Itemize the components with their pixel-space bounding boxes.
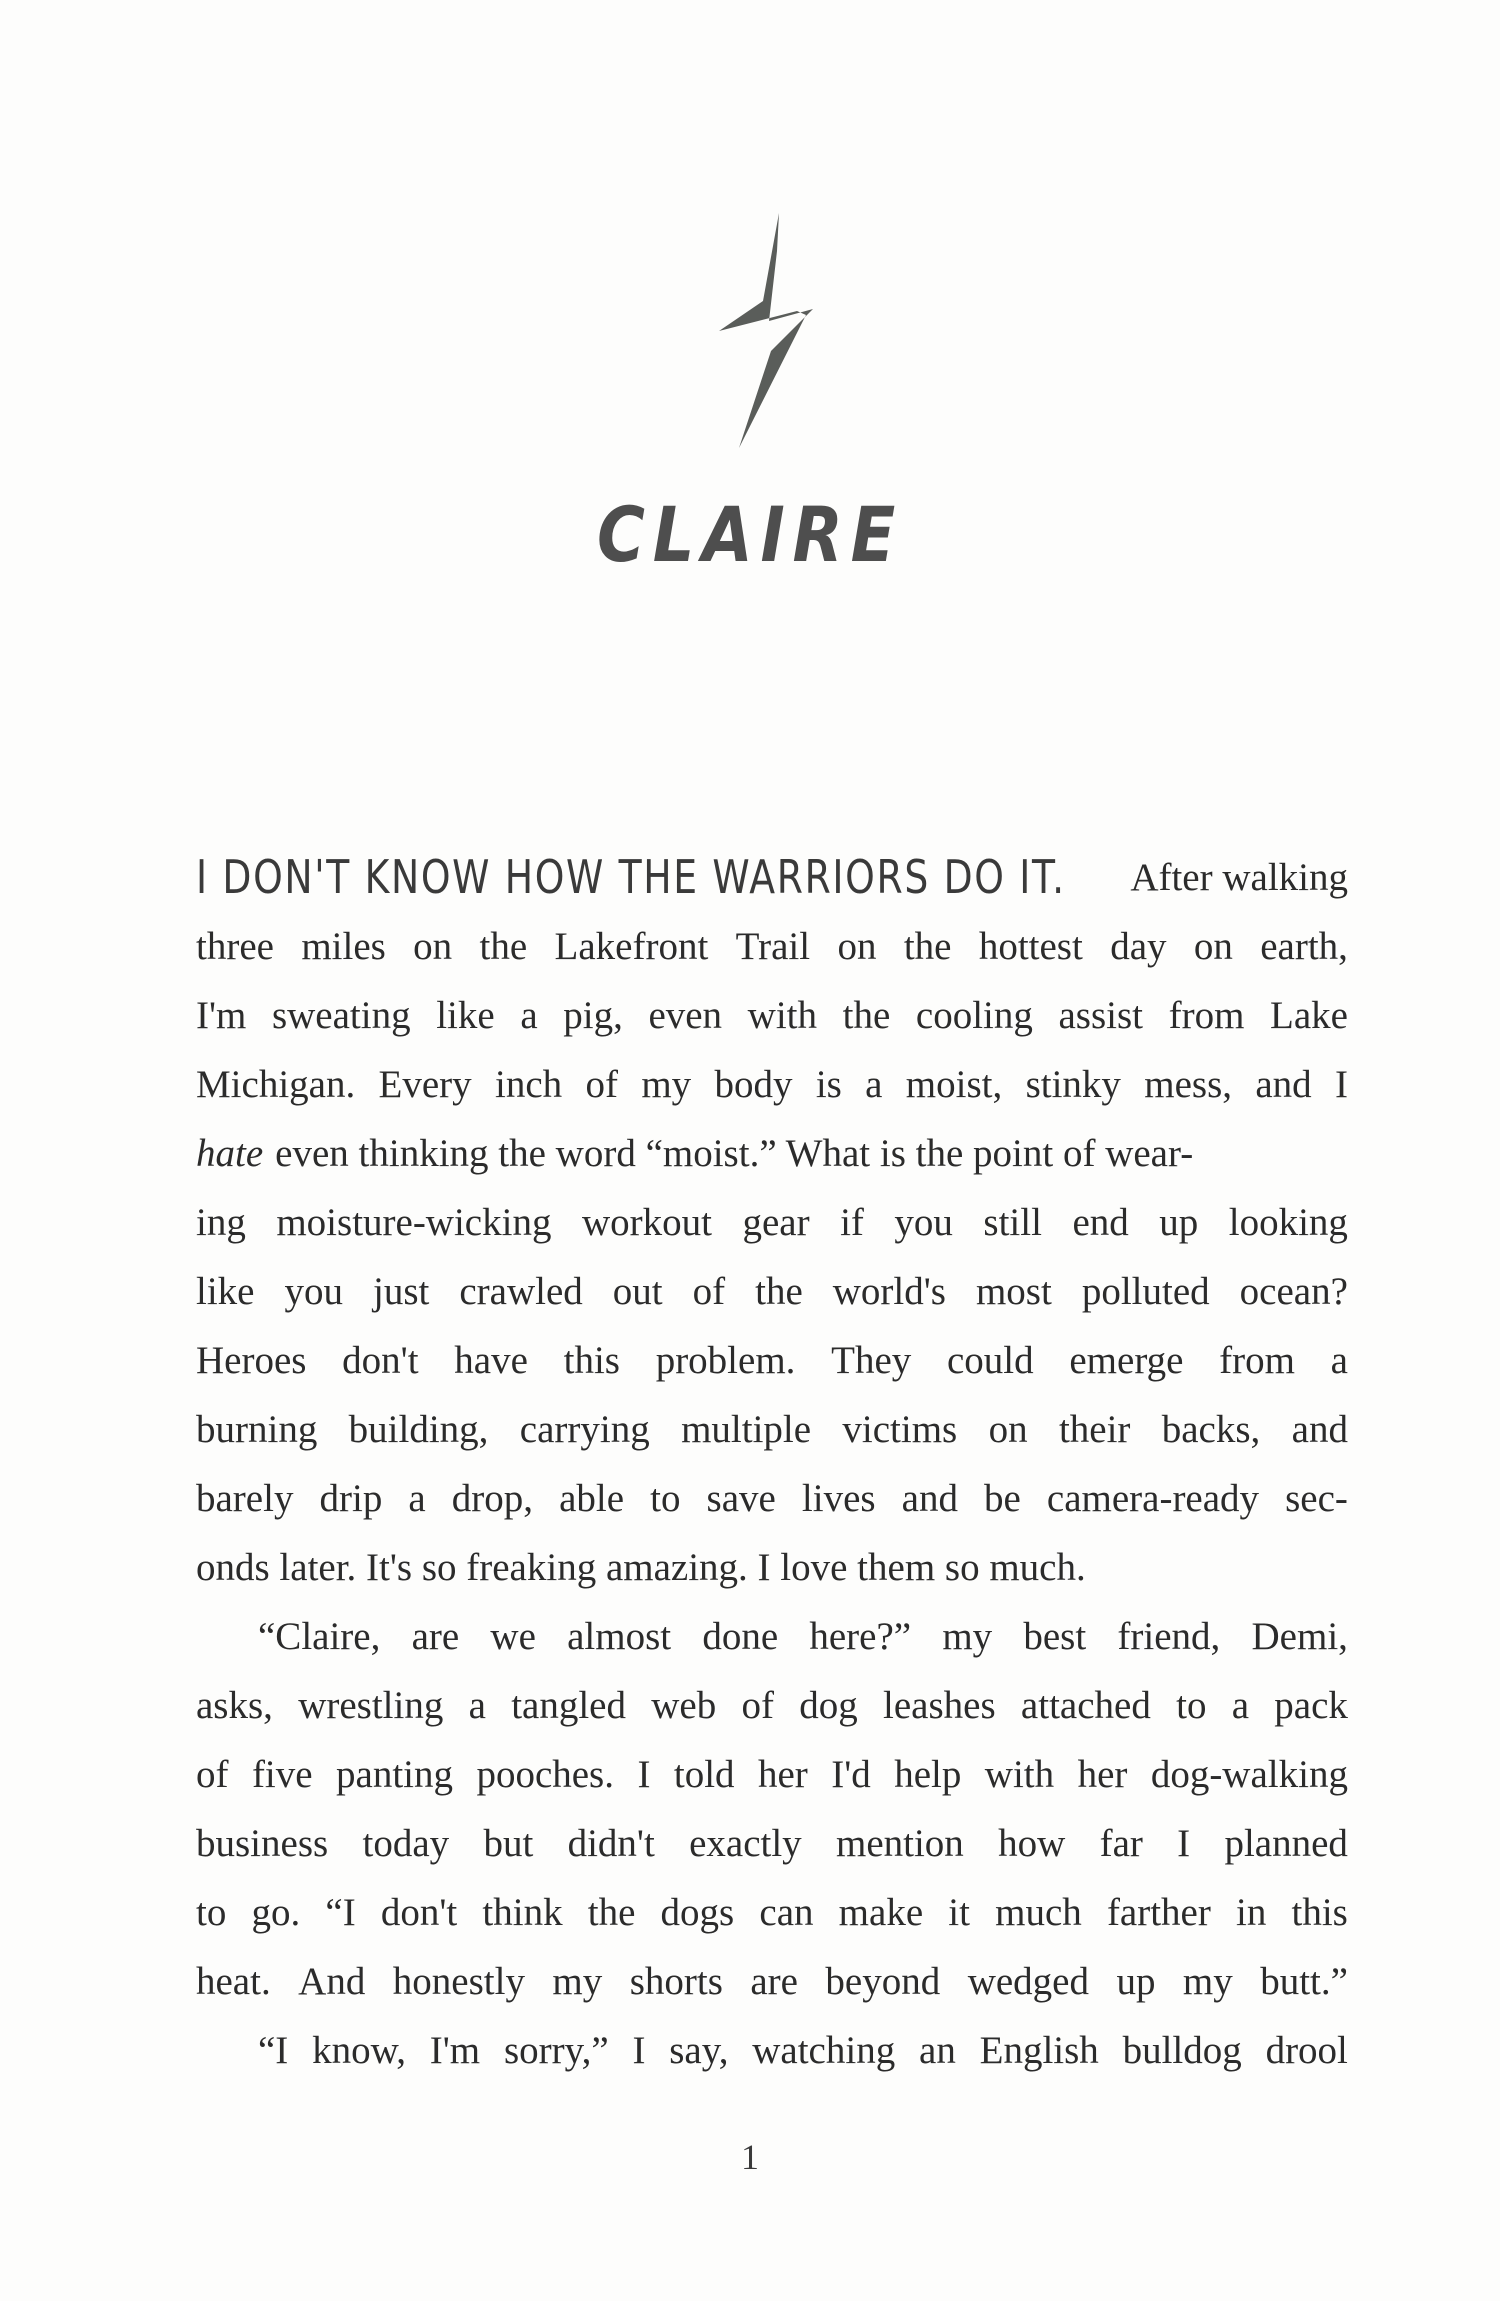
word: miles	[301, 925, 386, 968]
word: Lakefront	[554, 925, 709, 968]
word: a	[1330, 1339, 1348, 1382]
word: a	[1231, 1684, 1250, 1727]
word: the	[479, 925, 528, 968]
word: camera-ready	[1046, 1477, 1260, 1520]
word: but	[483, 1822, 534, 1865]
word: watching	[752, 2029, 896, 2072]
text-line	[196, 1602, 1348, 1671]
word: best	[1023, 1615, 1087, 1658]
word: of	[196, 1753, 229, 1796]
word: English	[979, 2029, 1099, 2072]
text-line-segment: After walking	[1130, 856, 1348, 899]
word: assist	[1058, 994, 1143, 1037]
word: drool	[1265, 2029, 1348, 2072]
word: pack	[1274, 1684, 1348, 1727]
word: today	[362, 1822, 450, 1865]
word: on	[837, 925, 877, 968]
word: done	[702, 1615, 779, 1658]
word: web	[651, 1684, 717, 1727]
word: bulldog	[1122, 2029, 1242, 2072]
word: this	[1291, 1891, 1348, 1934]
word: of	[741, 1684, 774, 1727]
text-line	[196, 2016, 1348, 2085]
word: Heroes	[196, 1339, 307, 1382]
word: emerge	[1069, 1339, 1184, 1382]
word: a	[468, 1684, 486, 1727]
word: and	[901, 1477, 958, 1520]
word: her	[757, 1753, 808, 1796]
text-line	[196, 1119, 1348, 1188]
word: mess,	[1144, 1063, 1232, 1106]
text-line	[196, 912, 1348, 981]
word: told	[673, 1753, 735, 1796]
word: up	[1116, 1960, 1156, 2003]
word: pooches.	[476, 1753, 614, 1796]
word: day	[1110, 925, 1167, 968]
lightning-bolt-icon	[711, 213, 816, 448]
word: the	[755, 1270, 803, 1313]
word: moisture-wicking	[276, 1201, 552, 1244]
word: I'd	[831, 1753, 871, 1796]
text-line	[196, 981, 1348, 1050]
text-line	[196, 1395, 1348, 1464]
word: “Claire,	[258, 1615, 381, 1658]
word: and	[1291, 1408, 1348, 1451]
word: inch	[495, 1063, 563, 1106]
word: “I	[325, 1891, 356, 1934]
word: moist,	[905, 1063, 1003, 1106]
word: pig,	[563, 994, 623, 1037]
word: you	[894, 1201, 953, 1244]
word: be	[984, 1477, 1021, 1520]
word: an	[919, 2029, 956, 2072]
word: my	[641, 1063, 692, 1106]
word: dog	[799, 1684, 858, 1727]
word: think	[482, 1891, 563, 1934]
word: wrestling	[298, 1684, 444, 1727]
word: five	[251, 1753, 313, 1796]
word: just	[372, 1270, 430, 1313]
word: sec-	[1285, 1477, 1348, 1520]
word: lives	[801, 1477, 876, 1520]
word: carrying	[519, 1408, 650, 1451]
word: looking	[1228, 1201, 1348, 1244]
text-line	[196, 1464, 1348, 1533]
word: a	[865, 1063, 883, 1106]
word: can	[759, 1891, 814, 1934]
word: still	[983, 1201, 1042, 1244]
word: I	[1177, 1822, 1191, 1865]
word: the	[587, 1891, 636, 1934]
word: in	[1236, 1891, 1267, 1934]
text-line	[196, 1878, 1348, 1947]
word: don't	[380, 1891, 458, 1934]
word: honestly	[392, 1960, 525, 2003]
word: a	[520, 994, 538, 1037]
text-line	[196, 1947, 1348, 2016]
word: dog-walking	[1150, 1753, 1348, 1796]
word: Michigan.	[196, 1063, 356, 1106]
word: workout	[581, 1201, 712, 1244]
word: with	[747, 994, 818, 1037]
word: drop,	[451, 1477, 534, 1520]
word: body	[714, 1063, 793, 1106]
word: backs,	[1161, 1408, 1261, 1451]
word: and	[1255, 1063, 1312, 1106]
word: much	[995, 1891, 1082, 1934]
word: able	[559, 1477, 625, 1520]
text-line	[196, 1257, 1348, 1326]
word: end	[1072, 1201, 1129, 1244]
word: planned	[1224, 1822, 1348, 1865]
word: Every	[378, 1063, 472, 1106]
word: you	[284, 1270, 343, 1313]
word: multiple	[681, 1408, 812, 1451]
word: barely	[196, 1477, 294, 1520]
word: from	[1219, 1339, 1295, 1382]
word: are	[750, 1960, 798, 2003]
word: it	[948, 1891, 970, 1934]
word: the	[842, 994, 891, 1037]
word: didn't	[567, 1822, 655, 1865]
emphasized-word: hate	[196, 1132, 264, 1175]
word: attached	[1020, 1684, 1151, 1727]
word: Lake	[1270, 994, 1348, 1037]
word: my	[1182, 1960, 1233, 2003]
text-line-segment: even thinking the word “moist.” What is the point of wear-	[275, 1132, 1194, 1175]
word: make	[838, 1891, 924, 1934]
word: here?”	[809, 1615, 912, 1658]
word: They	[831, 1339, 912, 1382]
word: how	[998, 1822, 1066, 1865]
word: are	[411, 1615, 460, 1658]
word: shorts	[629, 1960, 723, 2003]
word: butt.”	[1260, 1960, 1348, 2003]
word: ocean?	[1239, 1270, 1348, 1313]
word: even	[648, 994, 723, 1037]
word: asks,	[196, 1684, 273, 1727]
word: tangled	[511, 1684, 626, 1727]
word: business	[196, 1822, 329, 1865]
word: I'm	[429, 2029, 481, 2072]
word: polluted	[1081, 1270, 1210, 1313]
word: a	[408, 1477, 426, 1520]
word: my	[942, 1615, 993, 1658]
word: I	[1334, 1063, 1348, 1106]
word: could	[946, 1339, 1034, 1382]
word: hottest	[978, 925, 1083, 968]
word: leashes	[883, 1684, 996, 1727]
word: to	[650, 1477, 681, 1520]
word: on	[413, 925, 453, 968]
word: wedged	[967, 1960, 1089, 2003]
word: up	[1159, 1201, 1199, 1244]
word: burning	[196, 1408, 318, 1451]
word: heat.	[196, 1960, 271, 2003]
word: I	[637, 1753, 651, 1796]
text-line	[196, 1326, 1348, 1395]
word: crawled	[459, 1270, 583, 1313]
word: sweating	[271, 994, 411, 1037]
word: “I	[258, 2029, 289, 2072]
text-line	[196, 1740, 1348, 1809]
text-line	[196, 1671, 1348, 1740]
text-line	[196, 1188, 1348, 1257]
word: farther	[1106, 1891, 1211, 1934]
word: out	[612, 1270, 663, 1313]
chapter-body	[196, 843, 1348, 2085]
word: three	[196, 925, 274, 968]
word: stinky	[1025, 1063, 1121, 1106]
lead-in: I DON'T KNOW HOW THE WARRIORS DO IT.	[196, 850, 1066, 904]
word: we	[490, 1615, 536, 1658]
word: my	[552, 1960, 603, 2003]
text-line	[196, 1809, 1348, 1878]
word: from	[1168, 994, 1245, 1037]
word: if	[840, 1201, 864, 1244]
word: victims	[842, 1408, 958, 1451]
word: know,	[312, 2029, 406, 2072]
word: to	[196, 1891, 227, 1934]
word: Trail	[735, 925, 811, 968]
word: is	[815, 1063, 842, 1106]
word: on	[1193, 925, 1233, 968]
word: of	[692, 1270, 726, 1313]
word: of	[585, 1063, 618, 1106]
word: save	[706, 1477, 776, 1520]
page-number: 1	[741, 2137, 759, 2177]
word: beyond	[825, 1960, 941, 2003]
word: building,	[348, 1408, 489, 1451]
word: exactly	[689, 1822, 802, 1865]
word: problem.	[655, 1339, 796, 1382]
word: earth,	[1260, 925, 1348, 968]
word: sorry,”	[503, 2029, 609, 2072]
chapter-title: CLAIRE	[597, 490, 903, 579]
word: on	[988, 1408, 1028, 1451]
word: to	[1176, 1684, 1207, 1727]
word: this	[563, 1339, 620, 1382]
word: cooling	[915, 994, 1033, 1037]
word: with	[984, 1753, 1055, 1796]
text-line: onds later. It's so freaking amazing. I love them so much.	[196, 1546, 1086, 1589]
word: their	[1058, 1408, 1131, 1451]
word: I	[632, 2029, 646, 2072]
word: far	[1099, 1822, 1143, 1865]
word: gear	[742, 1201, 810, 1244]
text-line	[196, 843, 1348, 912]
word: drip	[319, 1477, 383, 1520]
word: don't	[342, 1339, 419, 1382]
word: And	[298, 1960, 366, 2003]
text-line	[196, 1050, 1348, 1119]
word: friend,	[1117, 1615, 1221, 1658]
word: most	[975, 1270, 1052, 1313]
word: mention	[835, 1822, 964, 1865]
word: go.	[251, 1891, 301, 1934]
word: help	[894, 1753, 962, 1796]
word: ing	[196, 1201, 246, 1244]
word: panting	[336, 1753, 453, 1796]
word: dogs	[660, 1891, 735, 1934]
word: have	[454, 1339, 528, 1382]
word: almost	[567, 1615, 672, 1658]
word: Demi,	[1251, 1615, 1348, 1658]
word: world's	[832, 1270, 946, 1313]
word: like	[436, 994, 495, 1037]
word: like	[196, 1270, 255, 1313]
word: say,	[669, 2029, 729, 2072]
word: I'm	[196, 994, 247, 1037]
word: the	[903, 925, 952, 968]
word: her	[1077, 1753, 1128, 1796]
